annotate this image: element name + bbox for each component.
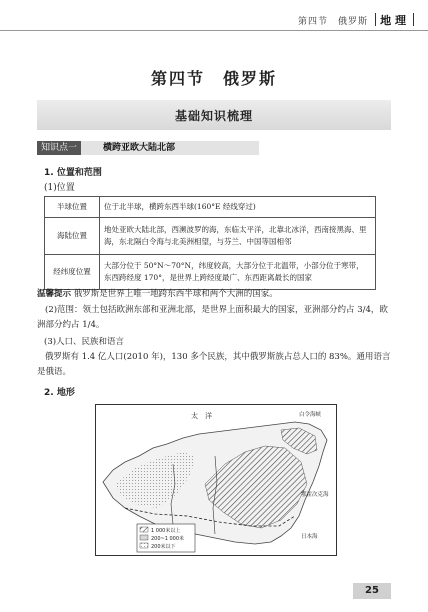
table-row [45, 197, 376, 218]
map-label: 鄂霍次克海 [301, 492, 329, 498]
table-label: 海陆位置 [45, 218, 100, 255]
table-label: 半球位置 [45, 197, 100, 218]
tip-paragraph [37, 287, 391, 302]
tip-text: 俄罗斯是世界上唯一地跨东西半球和两个大洲的国家。 [73, 289, 278, 299]
header-divider [375, 13, 376, 26]
population-paragraph: 俄罗斯有 1.4 亿人口(2010 年)，130 多个民族，其中俄罗斯族占总人口的 83%。通用语言是俄语。 [37, 352, 391, 377]
legend-label: 200米以下 [151, 544, 176, 550]
map-label: 白令海峡 [299, 412, 322, 418]
page-header [0, 10, 428, 32]
page-number: 25 [353, 583, 391, 599]
banner-title: 基础知识梳理 [174, 109, 253, 123]
knowledge-point-title: 横跨亚欧大陆北部 [103, 143, 176, 153]
header-section: 第四节 俄罗斯 [297, 17, 368, 27]
map-label: 日本海 [301, 534, 318, 540]
position-heading: 1. 位置和范围 [44, 168, 102, 178]
table-cell: 大部分位于 50°N～70°N，纬度较高，大部分位于北温带，小部分位于寒带，东西跨经度 170°，是世界上跨经度最广、东西距离最长的国家 [100, 255, 376, 290]
map-label: 太 洋 [191, 412, 212, 420]
position-table [44, 196, 376, 290]
terrain-map [95, 404, 337, 556]
table-cell: 地处亚欧大陆北部，西濒波罗的海，东临太平洋，北靠北冰洋，西南接黑海、里海，东北隔白令海与北美洲相望，与芬兰、中国等国相邻 [100, 218, 376, 255]
section-banner [37, 100, 391, 130]
legend-label: 200~1 000米 [151, 536, 185, 542]
knowledge-point-bar [37, 141, 259, 155]
population-heading: (3)人口、民族和语言 [44, 337, 125, 347]
table-label: 经纬度位置 [45, 255, 100, 290]
table-row [45, 218, 376, 255]
legend-swatch-low [140, 543, 148, 548]
scope-paragraph: (2)范围：领土包括欧洲东部和亚洲北部，是世界上面积最大的国家，亚洲部分约占 3/4，欧洲部分约占 1/4。 [37, 305, 388, 330]
position-subheading: (1)位置 [44, 183, 75, 193]
legend-swatch-mid [140, 535, 148, 540]
terrain-heading: 2. 地形 [44, 388, 75, 398]
header-rule [0, 30, 428, 31]
legend-swatch-high [140, 527, 148, 532]
legend-label: 1 000米以上 [151, 528, 181, 534]
map-legend [137, 524, 195, 552]
header-subject: 地 理 [380, 14, 406, 27]
tip-label: 温馨提示 [37, 289, 72, 299]
knowledge-point-tag: 知识点一 [37, 141, 81, 155]
chapter-title: 第四节 俄罗斯 [150, 69, 277, 88]
table-cell: 位于北半球，横跨东西半球(160°E 经线穿过) [100, 197, 376, 218]
table-row [45, 255, 376, 290]
header-divider-right [413, 13, 414, 26]
